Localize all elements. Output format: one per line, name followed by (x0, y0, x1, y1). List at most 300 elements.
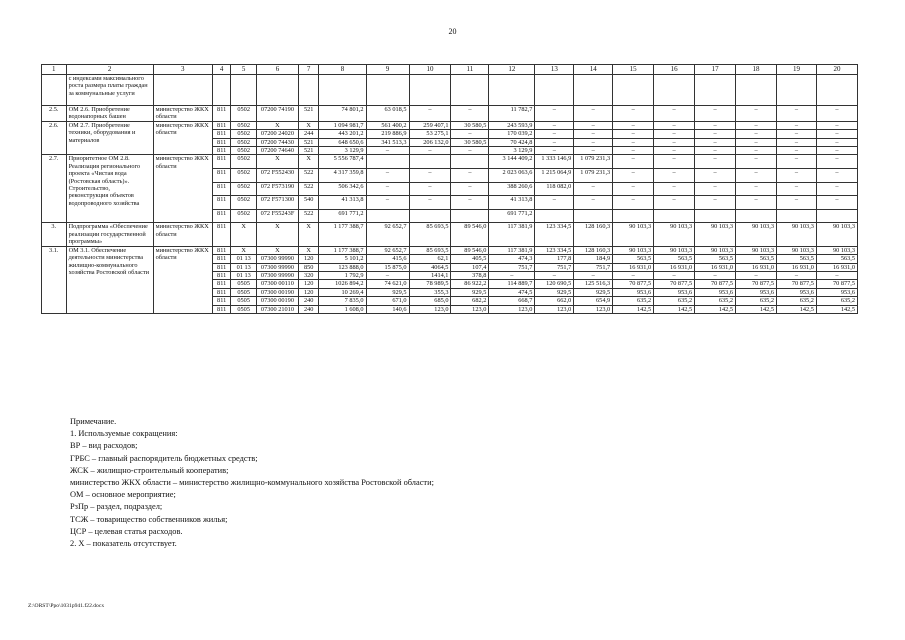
amount-cell: 563,5 (654, 255, 695, 263)
table-row (42, 105, 858, 121)
amount-cell: – (736, 196, 777, 210)
header-cell: 16 (654, 65, 695, 75)
amount-cell: – (366, 146, 409, 154)
amount-cell: 142,5 (816, 305, 857, 313)
note-line-2: ВР – вид расходов; (70, 441, 138, 451)
amount-cell: 92 652,7 (366, 223, 409, 246)
code-cell: 811 (212, 182, 230, 196)
code-cell: 811 (212, 155, 230, 169)
amount-cell: 78 989,5 (409, 280, 451, 288)
header-cell: 6 (256, 65, 298, 75)
empty-cell (695, 75, 736, 106)
empty-cell (816, 75, 857, 106)
amount-cell: 85 693,5 (409, 246, 451, 254)
amount-cell: – (574, 138, 613, 146)
amount-cell: 929,5 (535, 288, 574, 296)
table-row (42, 155, 858, 169)
amount-cell: 691 771,2 (489, 209, 535, 223)
amount-cell: – (736, 182, 777, 196)
amount-cell: 142,5 (613, 305, 654, 313)
empty-cell (535, 75, 574, 106)
code-cell: 240 (298, 305, 318, 313)
amount-cell: 5 556 787,4 (319, 155, 366, 169)
amount-cell: 90 103,3 (816, 246, 857, 254)
code-cell: 0502 (231, 146, 257, 154)
amount-cell: – (409, 196, 451, 210)
amount-cell: – (654, 105, 695, 121)
amount-cell: 388 260,6 (489, 182, 535, 196)
code-cell: 0505 (231, 288, 257, 296)
amount-cell: 1 215 064,9 (535, 168, 574, 182)
table-row (42, 223, 858, 246)
header-cell: 13 (535, 65, 574, 75)
amount-cell: – (654, 121, 695, 129)
amount-cell: 123,0 (574, 305, 613, 313)
header-cell: 3 (153, 65, 212, 75)
header-cell: 7 (298, 65, 318, 75)
amount-cell: – (777, 155, 817, 169)
amount-cell: 415,6 (366, 255, 409, 263)
amount-cell: 90 103,3 (613, 246, 654, 254)
code-cell: 811 (212, 223, 230, 246)
amount-cell: – (366, 168, 409, 182)
code-cell: 522 (298, 168, 318, 182)
amount-cell: – (574, 196, 613, 210)
amount-cell: – (695, 272, 736, 280)
code-cell: 0502 (231, 130, 257, 138)
amount-cell: – (574, 146, 613, 154)
amount-cell: 90 103,3 (654, 246, 695, 254)
notes-section (70, 416, 434, 550)
amount-cell: 70 877,5 (816, 280, 857, 288)
code-cell: 244 (298, 130, 318, 138)
code-cell: 522 (298, 209, 318, 223)
code-cell: 07300 00190 (256, 288, 298, 296)
amount-cell: 53 275,1 (409, 130, 451, 138)
amount-cell: 443 201,2 (319, 130, 366, 138)
amount-cell: – (736, 105, 777, 121)
amount-cell: 929,5 (574, 288, 613, 296)
note-line-10: 2. Х – показатель отсутствует. (70, 539, 177, 549)
amount-cell: – (409, 168, 451, 182)
amount-cell (816, 209, 857, 223)
amount-cell: 123,0 (409, 305, 451, 313)
code-cell: 850 (298, 263, 318, 271)
amount-cell: – (654, 155, 695, 169)
amount-cell: 90 103,3 (695, 223, 736, 246)
amount-cell: 1 608,0 (319, 305, 366, 313)
amount-cell: – (451, 196, 489, 210)
amount-cell: 123 334,5 (535, 223, 574, 246)
amount-cell (366, 209, 409, 223)
amount-cell: – (736, 130, 777, 138)
amount-cell: 184,9 (574, 255, 613, 263)
empty-cell (613, 75, 654, 106)
amount-cell: – (816, 130, 857, 138)
empty-cell (409, 75, 451, 106)
code-cell: 07300 21010 (256, 305, 298, 313)
code-cell: 07300 00190 (256, 297, 298, 305)
table-body (42, 75, 858, 314)
amount-cell: – (654, 146, 695, 154)
amount-cell: 635,2 (695, 297, 736, 305)
amount-cell: 3 129,9 (489, 146, 535, 154)
code-cell: 811 (212, 130, 230, 138)
code-cell: 811 (212, 196, 230, 210)
amount-cell: 219 886,9 (366, 130, 409, 138)
note-line-6: ОМ – основное мероприятие; (70, 490, 176, 500)
amount-cell: – (695, 105, 736, 121)
amount-cell: – (366, 182, 409, 196)
amount-cell: 142,5 (695, 305, 736, 313)
amount-cell: – (613, 182, 654, 196)
amount-cell: 953,6 (777, 288, 817, 296)
amount-cell: 3 144 409,2 (489, 155, 535, 169)
amount-cell: – (574, 272, 613, 280)
code-cell: 07300 99990 (256, 255, 298, 263)
amount-cell: 691 771,2 (319, 209, 366, 223)
code-cell: 07200 74190 (256, 105, 298, 121)
agency-cell: министерство ЖКХ области (153, 223, 212, 246)
amount-cell: 10 269,4 (319, 288, 366, 296)
amount-cell: – (409, 182, 451, 196)
amount-cell: – (777, 121, 817, 129)
empty-cell (256, 75, 298, 106)
amount-cell: 506 342,6 (319, 182, 366, 196)
code-cell: 07300 00110 (256, 280, 298, 288)
header-cell: 1 (42, 65, 67, 75)
code-cell: 811 (212, 146, 230, 154)
code-cell: Х (256, 121, 298, 129)
header-cell: 15 (613, 65, 654, 75)
activity-name-cell: Приоритетное ОМ 2.8. Реализация регионального проекта «Чистая вода (Ростовская область)». Строительство, реконструкция объектов водопроводного хозяйства (66, 155, 153, 223)
code-cell: 521 (298, 138, 318, 146)
amount-cell: 5 101,2 (319, 255, 366, 263)
amount-cell: 16 931,0 (777, 263, 817, 271)
header-cell: 8 (319, 65, 366, 75)
amount-cell: 662,0 (535, 297, 574, 305)
code-cell: 120 (298, 288, 318, 296)
code-cell: 811 (212, 297, 230, 305)
amount-cell: 90 103,3 (736, 223, 777, 246)
amount-cell: 90 103,3 (777, 246, 817, 254)
amount-cell: 118 082,0 (535, 182, 574, 196)
amount-cell: 685,0 (409, 297, 451, 305)
amount-cell: – (654, 196, 695, 210)
amount-cell: – (451, 146, 489, 154)
amount-cell: 177,8 (535, 255, 574, 263)
amount-cell: 243 593,9 (489, 121, 535, 129)
amount-cell (451, 155, 489, 169)
table-row (42, 121, 858, 129)
code-cell: 521 (298, 105, 318, 121)
amount-cell: – (654, 272, 695, 280)
code-cell: Х (298, 223, 318, 246)
amount-cell: – (816, 272, 857, 280)
amount-cell: – (816, 146, 857, 154)
row-number-cell: 2.5. (42, 105, 67, 121)
table-header (42, 65, 858, 75)
amount-cell: 123,0 (535, 305, 574, 313)
code-cell: 811 (212, 272, 230, 280)
amount-cell: – (816, 121, 857, 129)
amount-cell (574, 209, 613, 223)
amount-cell: 90 103,3 (777, 223, 817, 246)
amount-cell: 563,5 (613, 255, 654, 263)
amount-cell: 751,7 (574, 263, 613, 271)
header-row (42, 65, 858, 75)
amount-cell: 85 693,5 (409, 223, 451, 246)
amount-cell (366, 155, 409, 169)
activity-name-cell: с индексами максимального роста размера платы граждан за коммунальные услуги (66, 75, 153, 106)
header-cell: 12 (489, 65, 535, 75)
amount-cell: – (654, 130, 695, 138)
amount-cell: 86 922,2 (451, 280, 489, 288)
amount-cell: – (816, 105, 857, 121)
amount-cell (409, 155, 451, 169)
code-cell: 811 (212, 305, 230, 313)
amount-cell: 170 039,2 (489, 130, 535, 138)
header-cell: 10 (409, 65, 451, 75)
amount-cell: 30 580,5 (451, 121, 489, 129)
amount-cell: 341 513,3 (366, 138, 409, 146)
code-cell: 240 (298, 297, 318, 305)
amount-cell: – (613, 155, 654, 169)
row-number-cell: 3. (42, 223, 67, 246)
code-cell: 811 (212, 121, 230, 129)
agency-cell: министерство ЖКХ области (153, 105, 212, 121)
note-line-4: ЖСК – жилищно-строительный кооператив; (70, 465, 229, 475)
amount-cell: 561 400,2 (366, 121, 409, 129)
amount-cell: 16 931,0 (736, 263, 777, 271)
code-cell: 07300 99990 (256, 263, 298, 271)
amount-cell: – (613, 168, 654, 182)
amount-cell: – (654, 168, 695, 182)
amount-cell (535, 209, 574, 223)
amount-cell: 635,2 (613, 297, 654, 305)
header-cell: 19 (777, 65, 817, 75)
amount-cell: – (409, 146, 451, 154)
amount-cell: 953,6 (654, 288, 695, 296)
amount-cell: – (366, 196, 409, 210)
amount-cell: 1 792,9 (319, 272, 366, 280)
amount-cell: 140,6 (366, 305, 409, 313)
amount-cell: 1 333 146,9 (535, 155, 574, 169)
code-cell: 0502 (231, 168, 257, 182)
amount-cell: 259 407,1 (409, 121, 451, 129)
amount-cell: 70 877,5 (695, 280, 736, 288)
amount-cell: 668,7 (489, 297, 535, 305)
amount-cell: 474,3 (489, 255, 535, 263)
amount-cell: 41 313,8 (489, 196, 535, 210)
agency-cell: министерство ЖКХ области (153, 121, 212, 155)
code-cell: 0502 (231, 182, 257, 196)
code-cell: 072 F571300 (256, 196, 298, 210)
amount-cell: – (736, 146, 777, 154)
file-path: Z:\ORST\Ppo\1031p941.f22.docx (28, 603, 105, 609)
code-cell: 0502 (231, 121, 257, 129)
amount-cell: 355,3 (409, 288, 451, 296)
header-cell: 18 (736, 65, 777, 75)
amount-cell: 2 023 063,6 (489, 168, 535, 182)
amount-cell: 654,9 (574, 297, 613, 305)
amount-cell: 751,7 (489, 263, 535, 271)
amount-cell: – (574, 121, 613, 129)
amount-cell: 128 160,3 (574, 246, 613, 254)
amount-cell: – (777, 130, 817, 138)
amount-cell: 635,2 (736, 297, 777, 305)
amount-cell: 90 103,3 (736, 246, 777, 254)
amount-cell: – (613, 130, 654, 138)
code-cell: Х (231, 246, 257, 254)
amount-cell: – (535, 130, 574, 138)
amount-cell: – (574, 130, 613, 138)
amount-cell: 142,5 (777, 305, 817, 313)
empty-cell (451, 75, 489, 106)
code-cell: 811 (212, 209, 230, 223)
amount-cell: – (816, 168, 857, 182)
code-cell: 01 13 (231, 263, 257, 271)
amount-cell: 117 381,9 (489, 223, 535, 246)
agency-cell: министерство ЖКХ области (153, 246, 212, 313)
code-cell: 120 (298, 255, 318, 263)
header-cell: 5 (231, 65, 257, 75)
amount-cell: – (613, 121, 654, 129)
amount-cell: 90 103,3 (695, 246, 736, 254)
amount-cell: – (736, 168, 777, 182)
amount-cell: 1 177 388,7 (319, 223, 366, 246)
code-cell: 072 F573190 (256, 182, 298, 196)
amount-cell: – (366, 272, 409, 280)
code-cell: 811 (212, 263, 230, 271)
amount-cell: 682,2 (451, 297, 489, 305)
amount-cell: 123 888,0 (319, 263, 366, 271)
amount-cell: – (695, 130, 736, 138)
empty-cell (574, 75, 613, 106)
amount-cell: 142,5 (736, 305, 777, 313)
empty-cell (319, 75, 366, 106)
amount-cell: 90 103,3 (816, 223, 857, 246)
amount-cell: 30 580,5 (451, 138, 489, 146)
amount-cell (736, 209, 777, 223)
amount-cell: 117 381,9 (489, 246, 535, 254)
empty-cell (366, 75, 409, 106)
empty-cell (231, 75, 257, 106)
row-number-cell (42, 75, 67, 106)
amount-cell: 16 931,0 (695, 263, 736, 271)
amount-cell: 953,6 (695, 288, 736, 296)
row-number-cell: 3.1. (42, 246, 67, 313)
code-cell: 320 (298, 272, 318, 280)
amount-cell: 114 889,7 (489, 280, 535, 288)
code-cell: 0502 (231, 105, 257, 121)
notes-title: Примечание. (70, 417, 117, 426)
code-cell: 811 (212, 255, 230, 263)
amount-cell: 4064,5 (409, 263, 451, 271)
amount-cell: 89 546,0 (451, 246, 489, 254)
amount-cell (613, 209, 654, 223)
amount-cell: – (695, 168, 736, 182)
amount-cell: – (535, 138, 574, 146)
amount-cell: 751,7 (535, 263, 574, 271)
code-cell: 07200 74430 (256, 138, 298, 146)
amount-cell: 953,6 (613, 288, 654, 296)
code-cell: Х (298, 246, 318, 254)
amount-cell: – (695, 121, 736, 129)
amount-cell: 929,5 (451, 288, 489, 296)
amount-cell: – (777, 105, 817, 121)
amount-cell: 90 103,3 (613, 223, 654, 246)
code-cell: 522 (298, 182, 318, 196)
code-cell: 0505 (231, 297, 257, 305)
amount-cell: 648 650,6 (319, 138, 366, 146)
amount-cell: 63 018,5 (366, 105, 409, 121)
code-cell: 811 (212, 280, 230, 288)
amount-cell: – (777, 196, 817, 210)
amount-cell: 7 835,0 (319, 297, 366, 305)
amount-cell: 15 875,0 (366, 263, 409, 271)
budget-table (41, 64, 858, 314)
amount-cell: 563,5 (736, 255, 777, 263)
amount-cell: – (613, 272, 654, 280)
page-number: 20 (448, 27, 457, 36)
amount-cell (777, 209, 817, 223)
amount-cell: – (695, 182, 736, 196)
amount-cell: – (451, 105, 489, 121)
amount-cell: – (736, 272, 777, 280)
amount-cell: – (535, 105, 574, 121)
amount-cell: 128 160,3 (574, 223, 613, 246)
code-cell: 0502 (231, 196, 257, 210)
amount-cell: 123 334,5 (535, 246, 574, 254)
amount-cell: 123,0 (489, 305, 535, 313)
code-cell: 521 (298, 146, 318, 154)
amount-cell: – (816, 196, 857, 210)
amount-cell: – (695, 138, 736, 146)
amount-cell: – (613, 196, 654, 210)
header-cell: 9 (366, 65, 409, 75)
amount-cell: – (613, 146, 654, 154)
amount-cell: 1 094 981,7 (319, 121, 366, 129)
amount-cell: 953,6 (736, 288, 777, 296)
amount-cell: – (777, 272, 817, 280)
header-cell: 17 (695, 65, 736, 75)
amount-cell: – (613, 138, 654, 146)
empty-cell (777, 75, 817, 106)
code-cell: Х (256, 246, 298, 254)
note-line-9: ЦСР – целевая статья расходов. (70, 526, 183, 536)
note-line-1: 1. Используемые сокращения: (70, 429, 178, 439)
code-cell: 07200 74640 (256, 146, 298, 154)
code-cell: 120 (298, 280, 318, 288)
amount-cell: 11 782,7 (489, 105, 535, 121)
code-cell: Х (256, 223, 298, 246)
amount-cell: 953,6 (816, 288, 857, 296)
amount-cell: 90 103,3 (654, 223, 695, 246)
amount-cell: 1 079 231,3 (574, 168, 613, 182)
amount-cell: – (574, 105, 613, 121)
amount-cell: 206 132,0 (409, 138, 451, 146)
amount-cell: 635,2 (654, 297, 695, 305)
table-row (42, 246, 858, 254)
amount-cell: 1 177 388,7 (319, 246, 366, 254)
amount-cell: 635,2 (777, 297, 817, 305)
amount-cell: – (816, 182, 857, 196)
amount-cell: 70 877,5 (613, 280, 654, 288)
amount-cell: 4 317 359,8 (319, 168, 366, 182)
header-cell: 20 (816, 65, 857, 75)
amount-cell: 16 931,0 (816, 263, 857, 271)
